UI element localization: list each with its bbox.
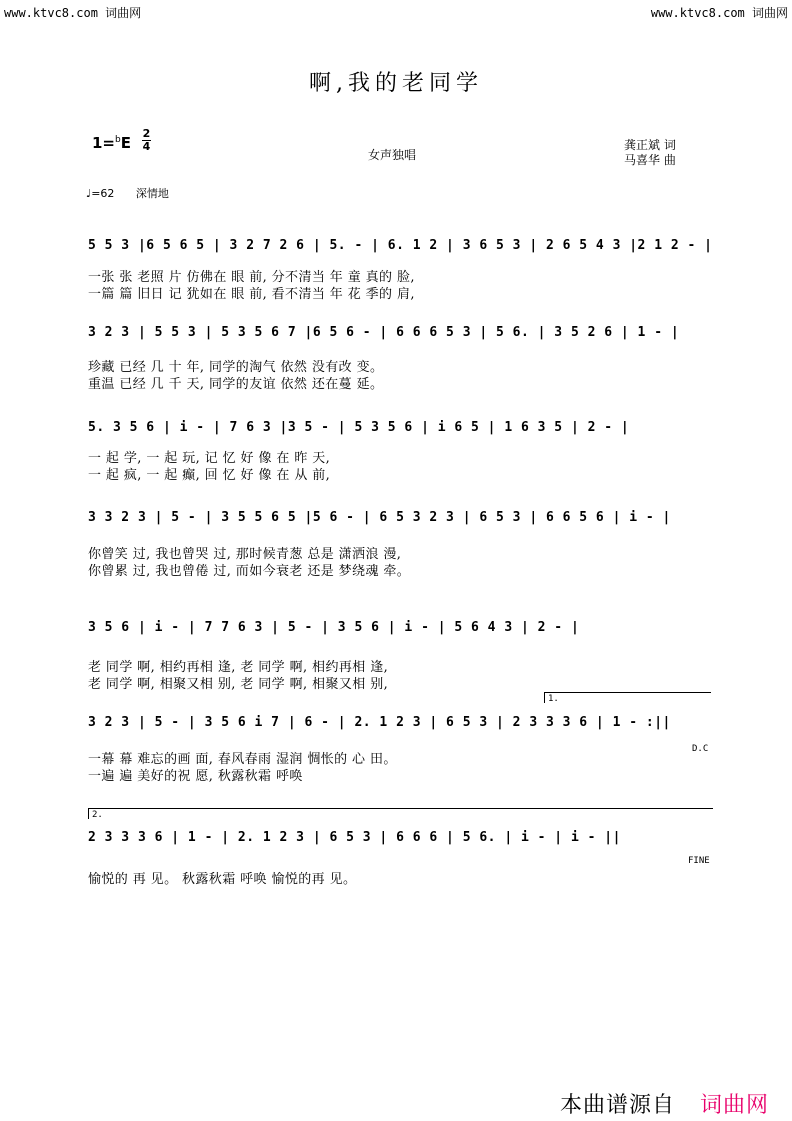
notation-row-4: 3 3 2 3 | 5 - | 3 5 5 6 5 |5 6 - | 6 5 3 2 3 | 6 5 3 | 6 6 5 6 | i - | (88, 510, 671, 525)
volta-label-1: 1. (548, 694, 559, 704)
footer-source-text: 本曲谱源自 (560, 1093, 676, 1118)
notation-row-2: 3 2 3 | 5 5 3 | 5 3 5 6 7 |6 5 6 - | 6 6 6 5 3 | 5 6. | 3 5 2 6 | 1 - | (88, 325, 680, 340)
lyric-row-2-verse-1: 珍藏 已经 几 十 年, 同学的淘气 依然 没有改 变。 (88, 360, 384, 375)
lyric-row-3-verse-2: 一 起 疯, 一 起 癫, 回 忆 好 像 在 从 前, (88, 468, 331, 483)
dc-marker: D.C (692, 744, 709, 754)
volta-label-2: 2. (92, 810, 103, 820)
lyric-row-3-verse-1: 一 起 学, 一 起 玩, 记 忆 好 像 在 昨 天, (88, 451, 331, 466)
notation-row-3: 5. 3 5 6 | i - | 7 6 3 |3 5 - | 5 3 5 6 | i 6 5 | 1 6 3 5 | 2 - | (88, 420, 630, 435)
footer-site-logo: 词曲网 (700, 1093, 770, 1118)
notation-row-6: 3 2 3 | 5 - | 3 5 6 i 7 | 6 - | 2. 1 2 3 | 6 5 3 | 2 3 3 3 6 | 1 - :|| (88, 715, 671, 730)
lyric-row-1-verse-1: 一张 张 老照 片 仿佛在 眼 前, 分不清当 年 童 真的 脸, (88, 270, 415, 285)
lyric-row-5-verse-2: 老 同学 啊, 相聚又相 别, 老 同学 啊, 相聚又相 别, (88, 677, 389, 692)
meter-bottom: 4 (142, 140, 151, 153)
volta-bracket-1 (544, 692, 711, 703)
lyric-row-1-verse-2: 一篇 篇 旧日 记 犹如在 眼 前, 看不清当 年 花 季的 肩, (88, 287, 415, 302)
performance-type: 女声独唱 (368, 148, 417, 162)
lyric-row-6-verse-1: 一幕 幕 难忘的画 面, 春风春雨 湿润 惆怅的 心 田。 (88, 752, 397, 767)
composer: 马喜华 曲 (624, 153, 676, 167)
watermark-left: www.ktvc8.com 词曲网 (4, 6, 142, 20)
credits (624, 138, 676, 168)
tempo-marking (86, 185, 169, 201)
meter-top: 2 (142, 127, 151, 140)
lyric-row-2-verse-2: 重温 已经 几 千 天, 同学的友谊 依然 还在蔓 延。 (88, 377, 384, 392)
tempo-expression: 深情地 (135, 187, 169, 200)
song-title: 啊,我的老同学 (309, 71, 483, 96)
notation-row-1: 5 5 3 |6 5 6 5 | 3 2 7 2 6 | 5. - | 6. 1 2 | 3 6 5 3 | 2 6 5 4 3 |2 1 2 - | (88, 238, 713, 253)
lyricist: 龚正斌 词 (624, 138, 676, 152)
notation-row-7: 2 3 3 3 6 | 1 - | 2. 1 2 3 | 6 5 3 | 6 6 6 | 5 6. | i - | i - || (88, 830, 621, 845)
lyric-row-5-verse-1: 老 同学 啊, 相约再相 逢, 老 同学 啊, 相约再相 逢, (88, 660, 389, 675)
lyric-row-6-verse-2: 一遍 遍 美好的祝 愿, 秋露秋霜 呼唤 (88, 769, 303, 784)
lyric-row-4-verse-1: 你曾笑 过, 我也曾哭 过, 那时候青葱 总是 潇洒浪 漫, (88, 547, 402, 562)
tempo-bpm: ♩=62 (86, 187, 115, 200)
key-flat: b (115, 135, 121, 145)
volta-bracket-2 (88, 808, 713, 819)
lyric-row-7: 愉悦的 再 见。 秋露秋霜 呼唤 愉悦的再 见。 (88, 872, 357, 887)
lyric-row-4-verse-2: 你曾累 过, 我也曾倦 过, 而如今衰老 还是 梦绕魂 牵。 (88, 564, 411, 579)
key-prefix: 1= (92, 134, 116, 152)
key-signature (92, 134, 131, 152)
key-note: E (120, 134, 131, 152)
fine-marker: FINE (688, 856, 710, 866)
notation-row-5: 3 5 6 | i - | 7 7 6 3 | 5 - | 3 5 6 | i - | 5 6 4 3 | 2 - | (88, 620, 580, 635)
time-signature (142, 128, 151, 153)
watermark-right: www.ktvc8.com 词曲网 (650, 6, 788, 20)
